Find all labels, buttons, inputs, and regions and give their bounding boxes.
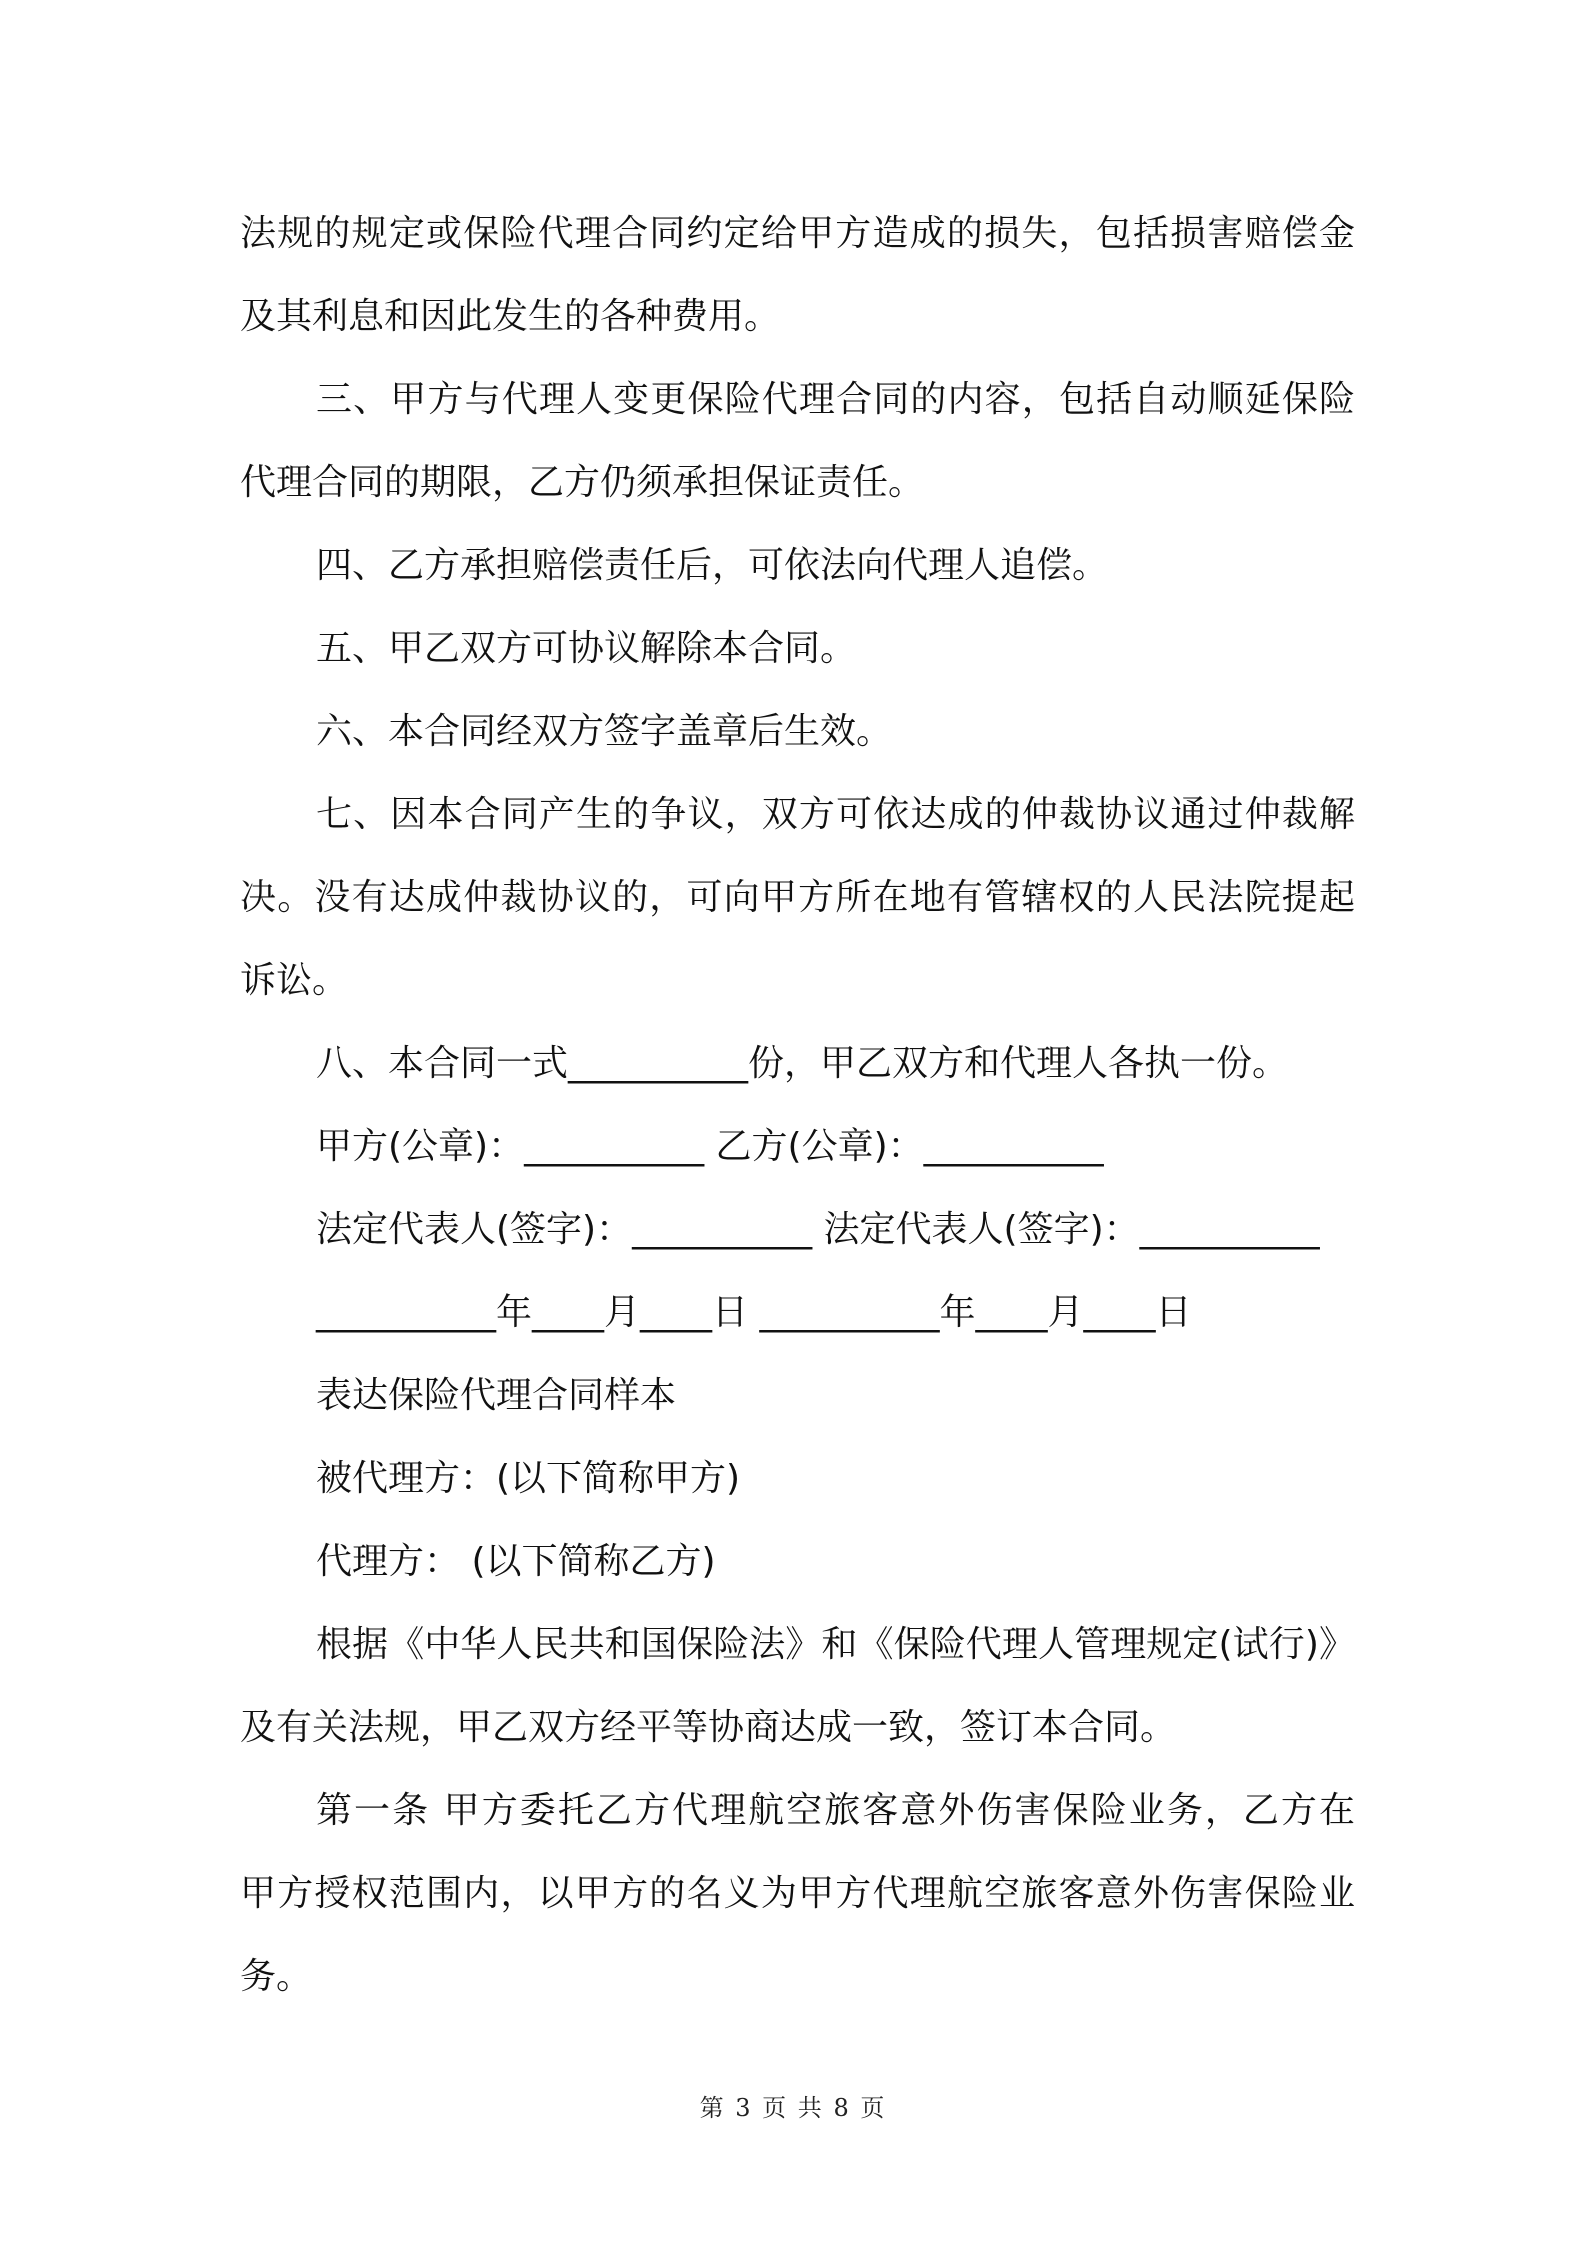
page-number: 第 3 页 共 8 页 <box>699 2094 887 2122</box>
clause-3: 三、甲方与代理人变更保险代理合同的内容，包括自动顺延保险 <box>316 379 1355 420</box>
clause-8: 八、本合同一式__________份，甲乙双方和代理人各执一份。 <box>316 1043 1289 1084</box>
text-line: 务。 <box>240 1956 313 1997</box>
preamble: 根据《中华人民共和国保险法》和《保险代理人管理规定(试行)》 <box>316 1624 1355 1665</box>
agent-party: 代理方： (以下简称乙方) <box>316 1541 716 1582</box>
text-line: 甲方授权范围内，以甲方的名义为甲方代理航空旅客意外伤害保险业 <box>240 1873 1355 1914</box>
clause-5: 五、甲乙双方可协议解除本合同。 <box>316 628 857 669</box>
clause-6: 六、本合同经双方签字盖章后生效。 <box>316 711 893 752</box>
article-1: 第一条 甲方委托乙方代理航空旅客意外伤害保险业务，乙方在 <box>316 1790 1355 1831</box>
text-line: 决。没有达成仲裁协议的，可向甲方所在地有管辖权的人民法院提起 <box>240 877 1355 918</box>
date-line: __________年____月____日 __________年____月____日 <box>316 1292 1192 1333</box>
clause-4: 四、乙方承担赔偿责任后，可依法向代理人追偿。 <box>316 545 1109 586</box>
signature-line: 法定代表人(签字)：__________ 法定代表人(签字)：__________ <box>316 1209 1320 1250</box>
clause-7: 七、因本合同产生的争议，双方可依达成的仲裁协议通过仲裁解 <box>316 794 1355 835</box>
principal-party: 被代理方：(以下简称甲方) <box>316 1458 741 1499</box>
section-title: 表达保险代理合同样本 <box>316 1375 677 1416</box>
text-line: 诉讼。 <box>240 960 349 1001</box>
text-line: 法规的规定或保险代理合同约定给甲方造成的损失，包括损害赔偿金 <box>240 213 1355 254</box>
text-line: 及有关法规，甲乙双方经平等协商达成一致，签订本合同。 <box>240 1707 1177 1748</box>
document-body <box>240 192 1355 2018</box>
text-line: 代理合同的期限，乙方仍须承担保证责任。 <box>240 462 925 503</box>
text-line: 及其利息和因此发生的各种费用。 <box>240 296 781 337</box>
seal-line: 甲方(公章)：__________ 乙方(公章)：__________ <box>316 1126 1104 1167</box>
